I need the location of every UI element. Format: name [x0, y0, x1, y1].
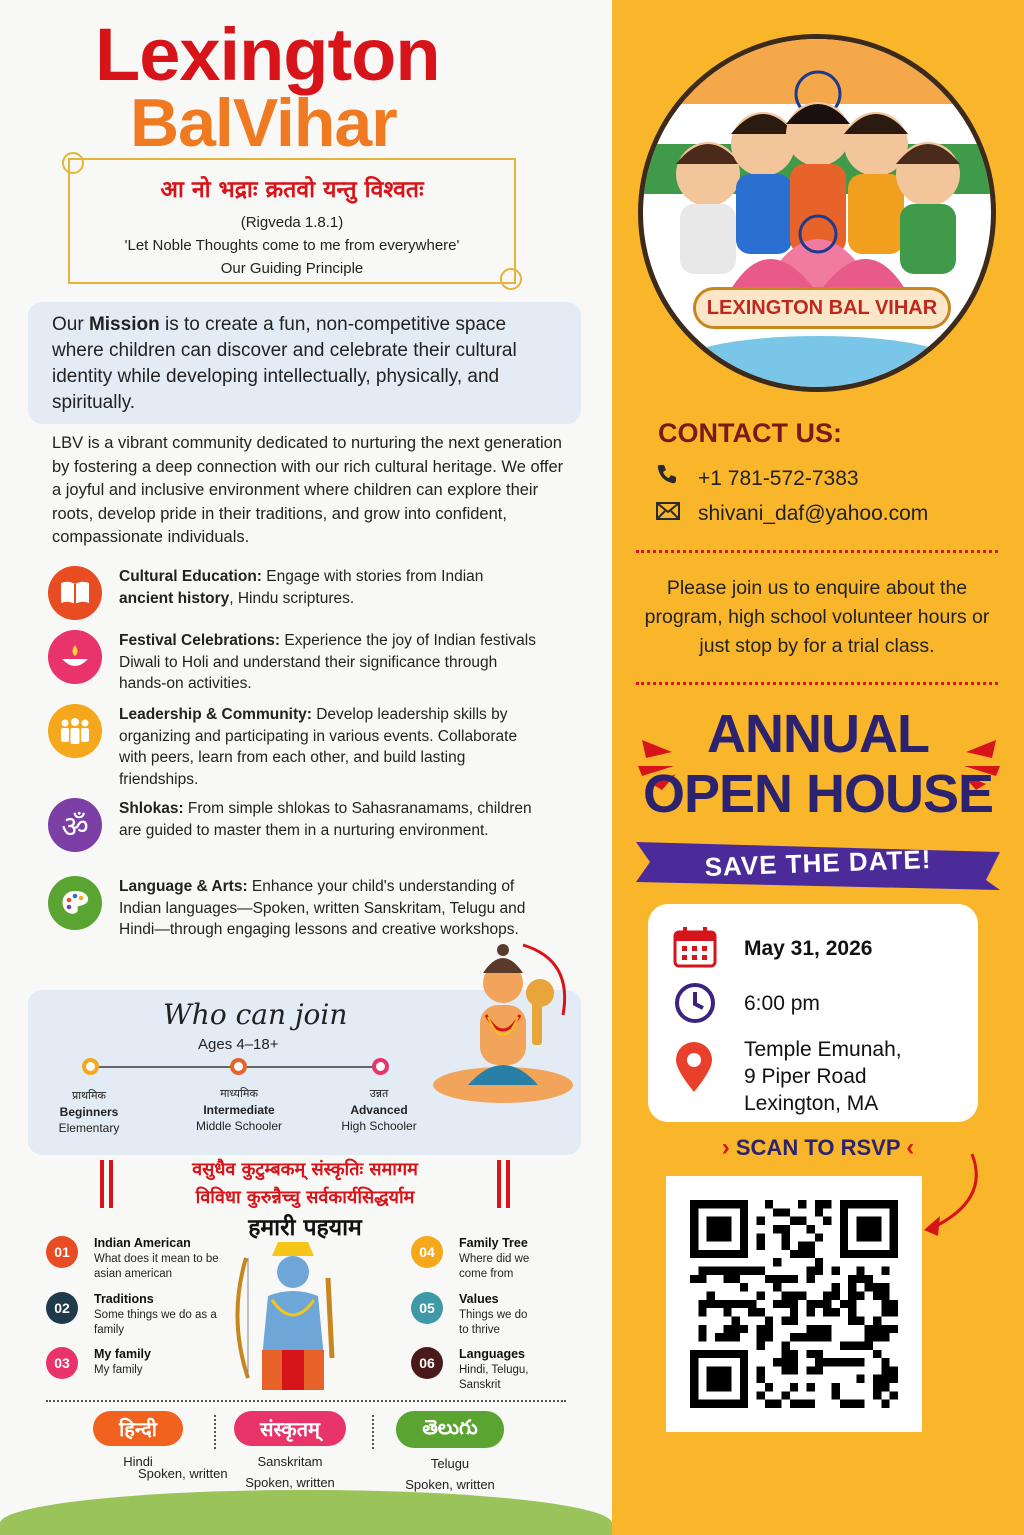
phone-icon [656, 463, 686, 491]
logo-illustration [638, 34, 996, 392]
diya-icon [48, 630, 102, 684]
level-desc: Elementary [58, 1121, 120, 1135]
language-sub: Spoken, written [405, 1477, 495, 1492]
topic-desc: Things we do to thrive [459, 1309, 528, 1336]
language-sanskritam [220, 1411, 360, 1490]
about-text: LBV is a vibrant community dedicated to nurturing the next generation by fostering a deep connection with our rich cultural heritage. We offer a joyful and inclusive environment where children can explore their roots, develop pride in their traditions, and grow into confident, compassionate individuals. [52, 434, 564, 546]
title-lexington: Lexington [95, 13, 440, 96]
feature-title: Shlokas: [119, 800, 184, 817]
hamari-heading: हमारी पहयाम [248, 1215, 362, 1241]
contact-email[interactable] [656, 502, 928, 526]
topic-title: Family Tree [459, 1236, 528, 1250]
feature-text: Enhance your child's understanding of Indian languages—Spoken, written Sanskritam, Telugu and Hindi—through engaging lessons and creative workshops. [119, 878, 526, 938]
level-hindi: माध्यमिक [220, 1087, 258, 1100]
level-dot-beginners [82, 1058, 99, 1075]
clock-icon [674, 982, 716, 1024]
scan-label: SCAN TO RSVP [735, 1135, 901, 1160]
event-venue [744, 1036, 902, 1117]
event-details-card [648, 904, 978, 1122]
topic-title: Languages [459, 1347, 525, 1361]
mission-prefix: Our [52, 314, 89, 335]
topic-desc: Where did we come from [459, 1253, 530, 1280]
email-address[interactable]: shivani_daf@yahoo.com [698, 502, 929, 525]
languages-divider [46, 1400, 566, 1402]
topic-desc: My family [94, 1364, 143, 1376]
chevron-right-icon: › [721, 1134, 730, 1161]
level-advanced [314, 1086, 444, 1134]
feature-text: Experience the joy of Indian festivals Diwali to Holi and understand their significance through hands-on activities. [119, 632, 536, 692]
verse-line2: विविधा कुरुन्नैच्चु सर्वकार्यसिद्धर्याम [195, 1187, 415, 1208]
topic-number: 04 [411, 1236, 443, 1268]
language-telugu [380, 1411, 520, 1492]
mission-box [28, 302, 581, 424]
topic-title: Traditions [94, 1292, 154, 1306]
feature-title: Cultural Education: [119, 568, 262, 585]
verse-line1: वसुधैव कुटुम्बकम् संस्कृतिः समागम [192, 1159, 418, 1180]
level-desc: High Schooler [341, 1119, 417, 1133]
language-separator [214, 1415, 216, 1449]
open-house-title [612, 704, 1024, 824]
who-ages: Ages 4–18+ [198, 1036, 279, 1053]
topic-number: 05 [411, 1292, 443, 1324]
topic-title: My family [94, 1347, 151, 1361]
chevron-left-icon: ‹ [906, 1134, 915, 1161]
motto-translation: 'Let Noble Thoughts come to me from everywhere' [124, 237, 460, 254]
language-separator [372, 1415, 374, 1449]
venue-line2: 9 Piper Road [744, 1065, 867, 1088]
mission-text: is to create a fun, non-competitive space where children can discover and celebrate their cultural identity while developing intellectually, physically, and spiritually. [52, 314, 517, 413]
level-hindi: प्राथमिक [71, 1089, 106, 1102]
feature-bold: ancient history [119, 589, 230, 607]
mission-keyword: Mission [88, 314, 160, 335]
invite-text: Please join us to enquire about the program, high school volunteer hours or just stop by for a trial class. [644, 577, 990, 657]
language-pill: हिन्दी [93, 1411, 183, 1446]
topic-title: Values [459, 1292, 499, 1306]
curved-arrow-icon [912, 1150, 992, 1250]
feature-title: Festival Celebrations: [119, 632, 281, 649]
motto-sanskrit: आ नो भद्राः क्रतवो यन्तु विश्वतः [160, 177, 424, 203]
venue-line1: Temple Emunah, [744, 1038, 902, 1061]
venue-line3: Lexington, MA [744, 1092, 879, 1115]
people-icon [48, 704, 102, 758]
rama-illustration [228, 1238, 358, 1393]
location-pin-icon [674, 1042, 714, 1094]
feature-title: Language & Arts: [119, 878, 248, 895]
level-name: Intermediate [203, 1103, 275, 1117]
level-name: Beginners [59, 1105, 119, 1119]
sanskrit-verse [100, 1156, 510, 1212]
grass-decoration [0, 1490, 612, 1535]
level-desc: Middle Schooler [195, 1119, 283, 1133]
title-balvihar: BalVihar [130, 85, 397, 161]
dotted-divider [636, 682, 998, 685]
who-heading: Who can join [163, 998, 348, 1031]
language-sub: Spoken, written [138, 1466, 228, 1481]
topic-number: 02 [46, 1292, 78, 1324]
topic-desc: What does it mean to be asian american [94, 1253, 219, 1280]
feature-text: From simple shlokas to Sahasranamams, children are guided to master them in a nurturing environment. [119, 800, 532, 839]
topic-desc: Hindi, Telugu, Sanskrit [459, 1364, 529, 1391]
rsvp-qr-code[interactable] [666, 1176, 922, 1432]
calendar-icon [672, 924, 718, 970]
annual-label: ANNUAL [707, 704, 929, 764]
language-sub: Spoken, written [245, 1475, 335, 1490]
hanuman-illustration [428, 935, 578, 1105]
open-house-label: OPEN HOUSE [642, 764, 994, 824]
motto-tagline: Our Guiding Principle [220, 260, 364, 277]
right-column [612, 0, 1024, 1535]
verse-bar-left [100, 1160, 104, 1208]
qr-code-icon[interactable] [690, 1200, 898, 1408]
book-icon [48, 566, 102, 620]
motto-frame [68, 158, 516, 284]
level-intermediate [174, 1086, 304, 1134]
language-hindi [68, 1411, 208, 1469]
phone-number[interactable]: +1 781-572-7383 [698, 467, 859, 490]
feature-text-end: , Hindu scriptures. [229, 589, 355, 607]
contact-heading: CONTACT US: [658, 418, 842, 448]
level-dot-intermediate [230, 1058, 247, 1075]
motto-source: (Rigveda 1.8.1) [240, 214, 344, 231]
topic-number: 03 [46, 1347, 78, 1379]
level-beginners [24, 1088, 154, 1136]
level-hindi: उन्नत [369, 1087, 389, 1100]
verse-bar-right-inner [497, 1160, 501, 1208]
event-date: May 31, 2026 [744, 937, 873, 960]
logo-banner: LEXINGTON BAL VIHAR [693, 287, 951, 329]
save-the-date-text: SAVE THE DATE! [704, 844, 932, 882]
language-name: Hindi [123, 1454, 153, 1469]
language-name: Telugu [430, 1456, 470, 1471]
verse-bar-right [506, 1160, 510, 1208]
dotted-divider [636, 550, 998, 553]
om-icon: ॐ [48, 798, 102, 852]
topic-number: 06 [411, 1347, 443, 1379]
envelope-icon [656, 502, 686, 526]
feature-text: Engage with stories from Indian [261, 568, 484, 585]
event-time: 6:00 pm [744, 992, 820, 1015]
level-name: Advanced [350, 1103, 408, 1117]
verse-bar-left-inner [109, 1160, 113, 1208]
contact-phone[interactable] [656, 463, 859, 491]
language-name: Sanskritam [257, 1454, 323, 1469]
feature-text: Develop leadership skills by organizing and participating in various events. Collaborate with peers, learn from each other, and build lasting friendships. [119, 706, 518, 788]
palette-icon [48, 876, 102, 930]
language-pill: संस्कृतम् [234, 1411, 346, 1446]
topic-title: Indian American [94, 1236, 191, 1250]
topic-number: 01 [46, 1236, 78, 1268]
topic-desc: Some things we do as a family [94, 1309, 217, 1336]
feature-title: Leadership & Community: [119, 706, 312, 723]
bal-vihar-logo [638, 34, 996, 392]
language-pill: తెలుగు [396, 1411, 503, 1448]
level-dot-advanced [372, 1058, 389, 1075]
